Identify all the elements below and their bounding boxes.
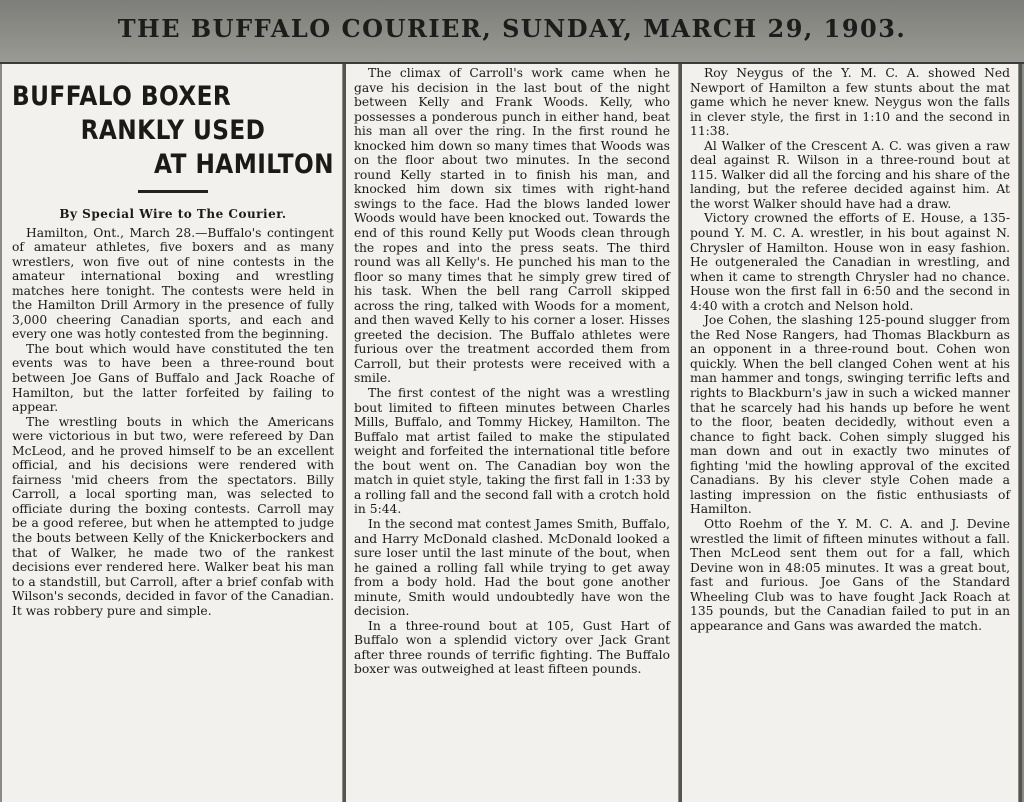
article-column-1 [2, 64, 342, 802]
paragraph: In a three-round bout at 105, Gust Hart of Buffalo won a splendid victory over Jack Grant after three rounds of terrific fighting. The Buffalo boxer was outweighed at least fifteen pounds. [354, 618, 670, 677]
paragraph: Roy Neygus of the Y. M. C. A. showed Ned Newport of Hamilton a few stunts about the mat game which he never knew. Neygus won the falls in clever style, the first in 1:10 and the second in 11:38. [690, 66, 1010, 139]
paragraph: Otto Roehm of the Y. M. C. A. and J. Devine wrestled the limit of fifteen minutes without a fall. Then McLeod sent them out for a fall, which Devine won in 48:05 minutes. It was a great bout, fast and furious. Joe Gans of the Standard Wheeling Club was to have fought Jack Roach at 135 pounds, but the Canadian failed to put in an appearance and Gans was awarded the match. [690, 516, 1010, 633]
byline: By Special Wire to The Courier. [59, 207, 287, 221]
paragraph: The climax of Carroll's work came when he gave his decision in the last bout of the night between Kelly and Frank Woods. Kelly, who possesses a ponderous punch in either hand, beat his man all over the ring. In the first round he knocked him down so many times that Woods was on the floor about two minutes. In the second round Kelly started in to finish his man, and knocked him down six times with right-hand swings to the face. Had the blows landed lower Woods would have been knocked out. Towards the end of this round Kelly put Woods clean through the ropes and into the press seats. The third round was all Kelly's. He punched his man to the floor so many times that he simply grew tired of his task. When the bell rang Carroll skipped across the ring, talked with Woods for a moment, and then waved Kelly to his corner a loser. Hisses greeted the decision. The Buffalo athletes were furious over the treatment accorded them from Carroll, but their protests were received with a smile. [354, 66, 670, 386]
article-column-3 [682, 64, 1018, 802]
paragraph: Al Walker of the Crescent A. C. was given a raw deal against R. Wilson in a three-round bout at 115. Walker did all the forcing and his share of the landing, but the referee decided against him. At the worst Walker should have had a draw. [690, 138, 1010, 211]
newspaper-masthead [0, 0, 1024, 64]
headline-line-2: RANKLY USED [80, 115, 266, 146]
article-column-2 [346, 64, 678, 802]
paragraph: Joe Cohen, the slashing 125-pound slugger from the Red Nose Rangers, had Thomas Blackburn as an opponent in a three-round bout. Cohen won quickly. When the bell clanged Cohen went at his man hammer and tongs, swinging terrific lefts and rights to Blackburn's jaw in such a wicked manner that he scarcely had his hands up before he went to the floor, beaten decidedly, without even a chance to fight back. Cohen simply slugged his man down and out in exactly two minutes of fighting 'mid the howling approval of the excited Canadians. By his clever style Cohen made a lasting impression on the fistic enthusiasts of Hamilton. [690, 313, 1010, 517]
paragraph: The first contest of the night was a wrestling bout limited to fifteen minutes between Charles Mills, Buffalo, and Tommy Hickey, Hamilton. The Buffalo mat artist failed to make the stipulated weight and forfeited the international title before the bout went on. The Canadian boy won the match in quiet style, taking the first fall in 1:33 by a rolling fall and the second fall with a crotch hold in 5:44. [354, 386, 670, 517]
paragraph: Hamilton, Ont., March 28.—Buffalo's contingent of amateur athletes, five boxers and as many wrestlers, won five out of nine contests in the amateur international boxing and wrestling matches here tonight. The contests were held in the Hamilton Drill Armory in the presence of fully 3,000 cheering Canadian sports, and each and every one was hotly contested from the beginning. [12, 225, 334, 342]
headline-divider [138, 190, 208, 193]
column-divider [1019, 64, 1022, 802]
headline-line-1: BUFFALO BOXER [12, 81, 232, 112]
headline-line-3: AT HAMILTON [154, 149, 334, 180]
paragraph: Victory crowned the efforts of E. House, a 135-pound Y. M. C. A. wrestler, in his bout against N. Chrysler of Hamilton. House won in easy fashion. He outgeneraled the Canadian in wrestling, and when it came to strength Chrysler had no chance. House won the first fall in 6:50 and the second in 4:40 with a crotch and Nelson hold. [690, 211, 1010, 313]
paragraph: The bout which would have constituted the ten events was to have been a three-round bout between Joe Gans of Buffalo and Jack Roache of Hamilton, but the latter forfeited by failing to appear. [12, 341, 334, 415]
masthead-title: THE BUFFALO COURIER, SUNDAY, MARCH 29, 1903. [117, 14, 907, 43]
paragraph: In the second mat contest James Smith, Buffalo, and Harry McDonald clashed. McDonald looked a sure loser until the last minute of the bout, when he gained a rolling fall while trying to get away from a body hold. Had the bout gone another minute, Smith would undoubtedly have won the decision. [354, 516, 670, 619]
paragraph: The wrestling bouts in which the Americans were victorious in but two, were refereed by Dan McLeod, and he proved himself to be an excellent official, and his decisions were rendered with fairness 'mid cheers from the spectators. Billy Carroll, a local sporting man, was selected to officiate during the boxing contests. Carroll may be a good referee, but when he attempted to judge the bouts between Kelly of the Knickerbockers and that of Walker, he made two of the rankest decisions ever rendered here. Walker beat his man to a standstill, but Carroll, after a brief confab with Wilson's seconds, decided in favor of the Canadian. It was robbery pure and simple. [12, 414, 334, 618]
article-headline [12, 80, 334, 182]
